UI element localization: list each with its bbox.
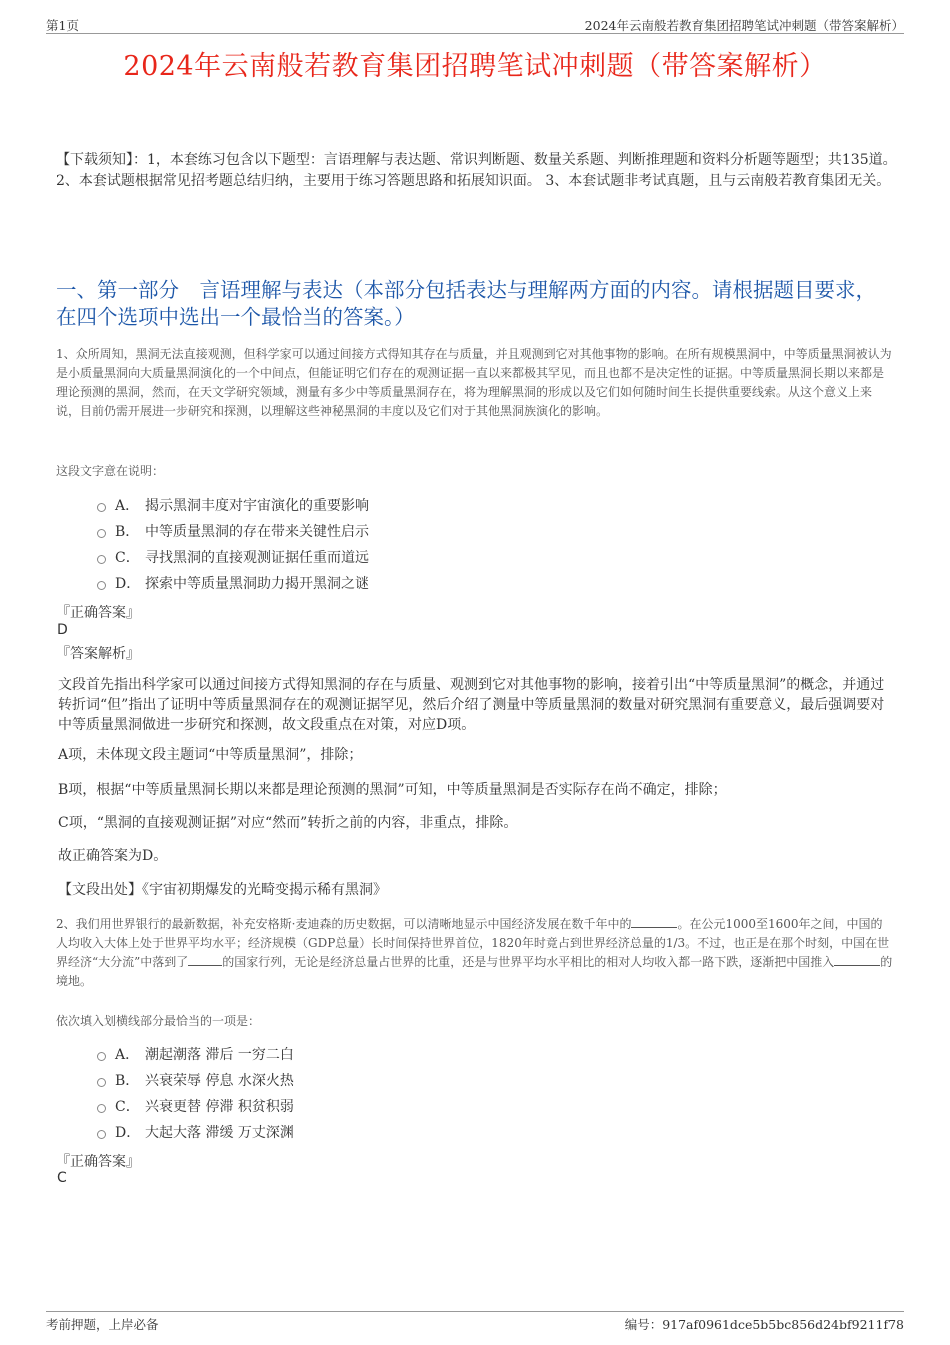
question-1-answer: D (57, 622, 68, 638)
question-1-source: 【文段出处】《宇宙初期爆发的光畸变揭示稀有黑洞》 (58, 882, 387, 898)
page-header (46, 14, 904, 34)
question-1-option-a[interactable]: A． 揭示黑洞丰度对宇宙演化的重要影响 (97, 492, 369, 518)
question-1-analysis-c: C项，“黑洞的直接观测证据”对应“然而”转折之前的内容，非重点，排除。 (58, 815, 518, 831)
question-2-text: 2、我们用世界银行的最新数据，补充安格斯·麦迪森的历史数据，可以清晰地显示中国经济发展在数千年中的 。在公元1000至1600年之间，中国的人均收入大体上处于世界平均水平；经济规模（GDP总量）长时间保持世界首位，1820年时竟占到世界经济总量的1/3。不过，也正是在那个时刻，中国在世界经济“大分流”中落到了 的国家行列，无论是经济总量占世界的比重，还是与世界平均水平相比的相对人均收入都一路下跌，逐渐把中国推入 的境地。 (56, 917, 893, 988)
question-1-option-c[interactable]: C． 寻找黑洞的直接观测证据任重而道远 (97, 544, 369, 570)
question-1-analysis-label: 『答案解析』 (56, 646, 140, 662)
download-notice: 【下载须知】：1，本套练习包含以下题型：言语理解与表达题、常识判断题、数量关系题、判断推理题和资料分析题等题型；共135道。 2、本套试题根据常见招考题总结归纳，主要用于练习答题思路和拓展知识面。 3、本套试题非考试真题，且与云南般若教育集团无关。 (56, 152, 897, 189)
radio-icon[interactable] (97, 1052, 106, 1061)
question-1-option-d[interactable]: D． 探索中等质量黑洞助力揭开黑洞之谜 (97, 570, 369, 596)
radio-icon[interactable] (97, 1078, 106, 1087)
question-1-prompt: 这段文字意在说明： (56, 464, 165, 478)
footer-slogan: 考前押题，上岸必备 (46, 1317, 159, 1332)
radio-icon[interactable] (97, 503, 106, 512)
question-2-option-d[interactable]: D． 大起大落 滞缓 万丈深渊 (97, 1119, 294, 1145)
radio-icon[interactable] (97, 529, 106, 538)
question-2-option-a[interactable]: A． 潮起潮落 滞后 一穷二白 (97, 1041, 294, 1067)
blank-3 (834, 954, 880, 966)
question-1-options (97, 492, 369, 596)
radio-icon[interactable] (97, 1130, 106, 1139)
blank-2 (188, 954, 222, 966)
question-2-option-b[interactable]: B． 兴衰荣辱 停息 水深火热 (97, 1067, 294, 1093)
question-1-analysis-b: B项，根据“中等质量黑洞长期以来都是理论预测的黑洞”可知，中等质量黑洞是否实际存在尚不确定，排除； (58, 782, 727, 798)
radio-icon[interactable] (97, 555, 106, 564)
question-2-options (97, 1041, 294, 1145)
section-heading: 一、第一部分 言语理解与表达（本部分包括表达与理解两方面的内容。请根据题目要求，在四个选项中选出一个最恰当的答案。） (56, 278, 876, 329)
radio-icon[interactable] (97, 1104, 106, 1113)
question-2-answer-label: 『正确答案』 (56, 1154, 140, 1170)
question-1-analysis-main: 文段首先指出科学家可以通过间接方式得知黑洞的存在与质量、观测到它对其他事物的影响，接着引出“中等质量黑洞”的概念，并通过转折词“但”指出了证明中等质量黑洞存在的观测证据罕见，然后介绍了测量中等质量黑洞的数量对研究黑洞有重要意义，最后强调要对中等质量黑洞做进一步研究和探测，故文段重点在对策，对应D项。 (58, 677, 885, 733)
question-1-conclusion: 故正确答案为D。 (58, 848, 168, 864)
question-1-text: 1、众所周知，黑洞无法直接观测，但科学家可以通过间接方式得知其存在与质量，并且观测到它对其他事物的影响。在所有规模黑洞中，中等质量黑洞被认为是小质量黑洞向大质量黑洞演化的一个中间点，但能证明它们存在的观测证据一直以来都极其罕见，而且也都不是决定性的证据。中等质量黑洞长期以来都是理论预测的黑洞，然而，在天文学研究领域，测量有多少中等质量黑洞存在，将为理解黑洞的形成以及它们如何随时间生长提供重要线索。从这个意义上来说，目前仍需开展进一步研究和探测，以理解这些神秘黑洞的丰度以及它们对于其他黑洞族演化的影响。 (56, 347, 892, 418)
document-title: 2024年云南般若教育集团招聘笔试冲刺题（带答案解析） (123, 51, 827, 82)
document-id: 编号：917af0961dce5b5bc856d24bf9211f78 (624, 1317, 904, 1332)
question-2-prompt: 依次填入划横线部分最恰当的一项是： (56, 1014, 261, 1028)
blank-1 (631, 916, 677, 928)
page-footer (46, 1311, 904, 1333)
question-1-analysis-a: A项，未体现文段主题词“中等质量黑洞”，排除； (58, 747, 363, 763)
running-title: 2024年云南般若教育集团招聘笔试冲刺题（带答案解析） (584, 18, 904, 33)
question-1-answer-label: 『正确答案』 (56, 605, 140, 621)
page-number: 第1页 (46, 18, 79, 33)
question-1-option-b[interactable]: B． 中等质量黑洞的存在带来关键性启示 (97, 518, 369, 544)
radio-icon[interactable] (97, 581, 106, 590)
question-2-option-c[interactable]: C． 兴衰更替 停滞 积贫积弱 (97, 1093, 294, 1119)
question-2-answer: C (57, 1170, 67, 1186)
